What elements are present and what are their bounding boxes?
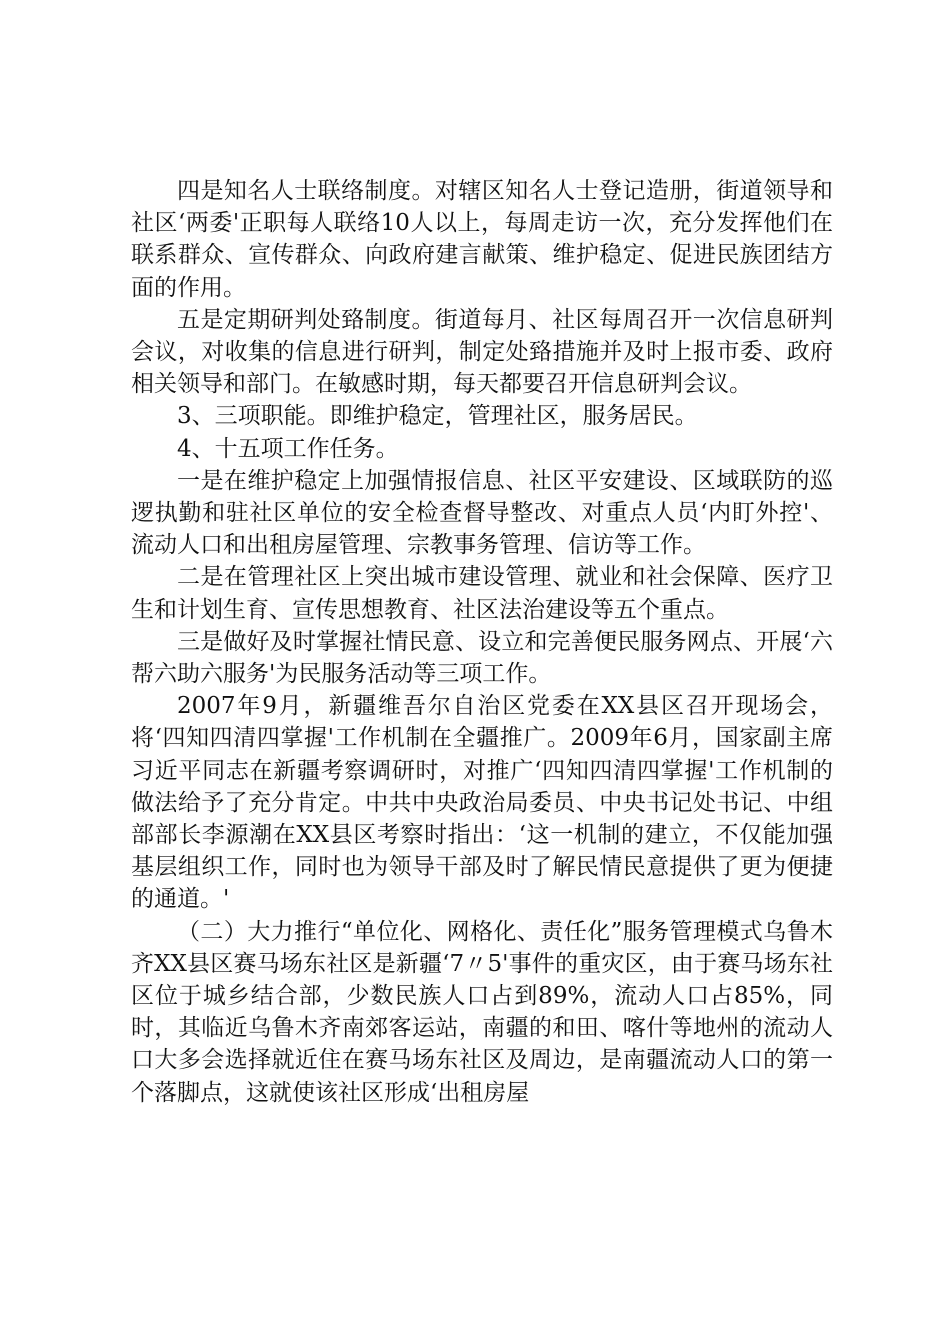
paragraph-task-management: 二是在管理社区上突出城市建设管理、就业和社会保障、医疗卫生和计划生育、宣传思想教育、社区法治建设等五个重点。 [131,564,833,623]
paragraph-fifteen-tasks: 4、十五项工作任务。 [177,435,399,462]
paragraph-analysis-system: 五是定期研判处臵制度。街道每月、社区每周召开一次信息研判会议，对收集的信息进行研判，制定处臵措施并及时上报市委、政府相关领导和部门。在敏感时期，每天都要召开信息研判会议。 [131,306,833,398]
paragraph-history-2007: 2007年9月，新疆维吾尔自治区党委在XX县区召开现场会，将‘四知四清四掌握'工作机制在全疆推广。2009年6月，国家副主席习近平同志在新疆考察调研时，对推广‘四知四清四掌握'工作机制的做法给予了充分肯定。中共中央政治局委员、中央书记处书记、中组部部长李源潮在XX县区考察时指出：‘这一机制的建立，不仅能加强基层组织工作，同时也为领导干部及时了解民情民意提供了更为便捷的通道。' [131,693,833,913]
paragraph-three-functions: 3、三项职能。即维护稳定，管理社区，服务居民。 [177,403,698,430]
paragraph-task-service: 三是做好及时掌握社情民意、设立和完善便民服务网点、开展‘六帮六助六服务'为民服务活动等三项工作。 [131,628,833,688]
document-body [131,175,833,1109]
paragraph-section-two: （二）大力推行“单位化、网格化、责任化”服务管理模式乌鲁木齐XX县区赛马场东社区是新疆‘7〃5'事件的重灾区，由于赛马场东社区位于城乡结合部，少数民族人口占到89%，流动人口占85%，同时，其临近乌鲁木齐南郊客运站，南疆的和田、喀什等地州的流动人口大多会选择就近住在赛马场东社区及周边，是南疆流动人口的第一个落脚点，这就使该社区形成‘出租房屋 [131,918,833,1106]
paragraph-task-stability: 一是在维护稳定上加强情报信息、社区平安建设、区域联防的巡逻执勤和驻社区单位的安全检查督导整改、对重点人员‘内盯外控'、流动人口和出租房屋管理、宗教事务管理、信访等工作。 [131,467,833,559]
paragraph-contact-system: 四是知名人士联络制度。对辖区知名人士登记造册，街道领导和社区‘两委'正职每人联络10人以上，每周走访一次，充分发挥他们在联系群众、宣传群众、向政府建言献策、维护稳定、促进民族团结方面的作用。 [131,178,833,301]
